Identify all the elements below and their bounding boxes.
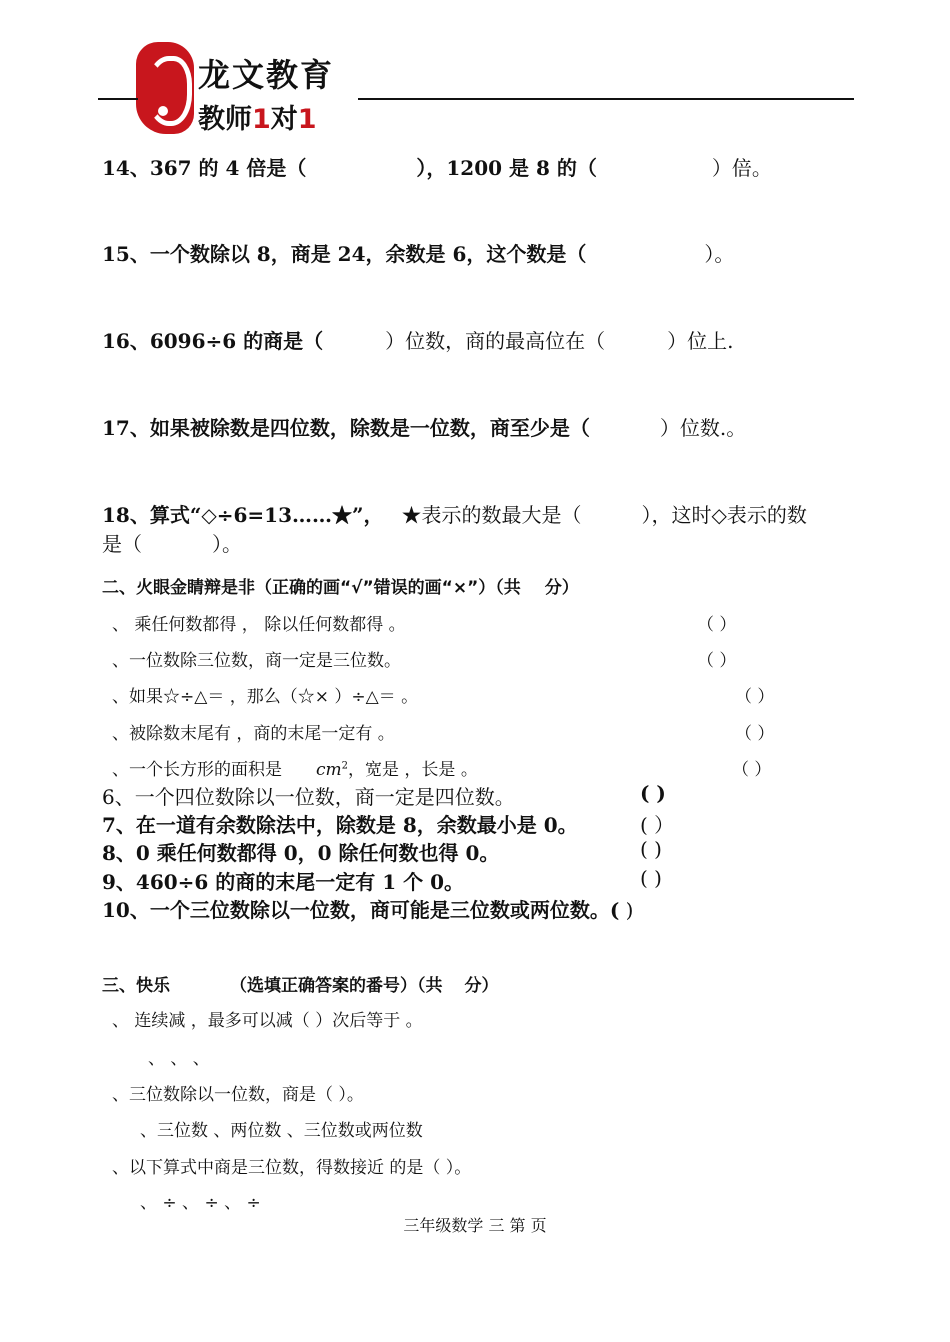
choice-options-3[interactable]: 、 ÷ 、 ÷ 、 ÷ [140,1193,261,1213]
choice-options-2[interactable]: 、三位数 、两位数 、三位数或两位数 [140,1121,423,1141]
judge-item-10 [102,894,633,923]
judge-item-8 [102,837,499,866]
logo-dot [158,106,168,116]
q18-part-d: 是（ [102,532,142,556]
q15-part-b: ）。 [704,242,735,266]
judge-item-1-text: 、 乘任何数都得 ， 除以任何数都得 。 [112,615,406,635]
judge-item-8-text: 8、0 乘任何数都得 0，0 除任何数也得 0。 [102,841,500,865]
q17-part-b: ）位数.。 [659,416,747,440]
judge-item-6-bracket[interactable]: ( ) [640,781,666,805]
section2-title-end: 分） [544,578,579,598]
q18-part-a: 18、算式“◇÷6=13……★”， [102,503,384,527]
logo-swirl [146,56,192,126]
judge-item-8-bracket[interactable]: ( ) [640,837,662,861]
judge-item-10-text: 10、一个三位数除以一位数，商可能是三位数或两位数。( [102,898,620,922]
header-rule-left [98,98,138,100]
choice-line-1: 、 连续减 ，最多可以减（ ）次后等于 。 [112,1011,423,1031]
section3-title-a: 三、快乐 [102,976,170,996]
judge-item-5-text2: ，宽是 ，长是 。 [348,760,478,780]
section3-title-c: 分） [464,976,499,996]
q14-part-b: ），1200 是 8 的（ [416,156,597,180]
judge-item-4: 、被除数末尾有 ，商的末尾一定有 。 [112,724,395,744]
q16-part-c: ）位上. [667,329,734,353]
q16-part-a: 16、6096÷6 的商是（ [102,329,324,353]
q18-part-c: ），这时◇表示的数 [641,503,807,527]
q14-part-c: ）倍。 [711,156,772,180]
judge-item-5-sup: 2 [341,760,349,772]
section3-title-b: （选填正确答案的番号）（共 [230,976,443,996]
brand-sub-mid: 对 [270,104,298,135]
question-14 [102,152,772,181]
brand-name: 龙文教育 [198,56,335,94]
section2-title [102,573,579,598]
judge-item-7-bracket[interactable]: ( ） [640,813,675,837]
judge-item-9 [102,866,464,895]
choice-line-3: 、以下算式中商是三位数，得数接近 的是（ ）。 [112,1158,472,1178]
q18-part-e: ）。 [212,532,242,556]
judge-item-10-bracket[interactable]: ) [619,898,634,922]
judge-item-9-text: 9、460÷6 的商的末尾一定有 1 个 0。 [102,870,465,894]
section2-title-text: 二、火眼金睛辩是非（正确的画“√”错误的画“×”）（共 [102,578,521,598]
judge-item-5-text: 、一个长方形的面积是 [112,760,282,780]
judge-item-7-text: 7、在一道有余数除法中，除数是 8，余数最小是 0。 [102,813,578,837]
q18-part-b: ★表示的数最大是（ [401,503,582,527]
judge-item-1-bracket[interactable]: （ ） [697,615,737,635]
q15-part-a: 15、一个数除以 8，商是 24，余数是 6，这个数是（ [102,242,587,266]
judge-item-7 [102,809,578,838]
question-15 [102,238,734,267]
brand-sub-n1: 1 [252,104,271,135]
judge-item-2: 、一位数除三位数，商一定是三位数。 [112,651,401,671]
judge-item-6: 6、一个四位数除以一位数，商一定是四位数。 [102,785,515,809]
page-footer: 三年级数学 三 第 页 [403,1216,547,1235]
choice-line-2: 、三位数除以一位数，商是（ ）。 [112,1085,364,1105]
judge-item-3-bracket[interactable]: （ ） [735,687,775,707]
logo-seal [136,42,194,134]
judge-item-9-bracket[interactable]: ( ) [640,866,662,890]
section3-title [102,971,499,996]
judge-item-5 [112,755,478,780]
question-17 [102,412,746,441]
judge-item-5-bracket[interactable]: （ ） [732,760,772,780]
brand-sub-pre: 教师 [198,104,252,135]
judge-item-3: 、如果☆÷△＝ ，那么（☆× ）÷△＝ 。 [112,687,419,707]
judge-item-4-bracket[interactable]: （ ） [735,724,775,744]
judge-item-5-unit: cm [316,760,342,780]
question-18 [102,499,807,528]
q17-part-a: 17、如果被除数是四位数，除数是一位数，商至少是（ [102,416,590,440]
question-18-line2 [102,528,242,557]
judge-item-2-bracket[interactable]: （ ） [697,651,737,671]
judge-item-1 [112,610,406,635]
q16-part-b: ）位数，商的最高位在（ [385,329,606,353]
header-rule-right [358,98,854,100]
brand-sub-n2: 1 [297,104,317,135]
choice-options-1[interactable]: 、 、 、 [148,1049,210,1069]
brand-subtitle [198,97,317,136]
q14-part-a: 14、367 的 4 倍是（ [102,156,307,180]
question-16 [102,325,734,354]
